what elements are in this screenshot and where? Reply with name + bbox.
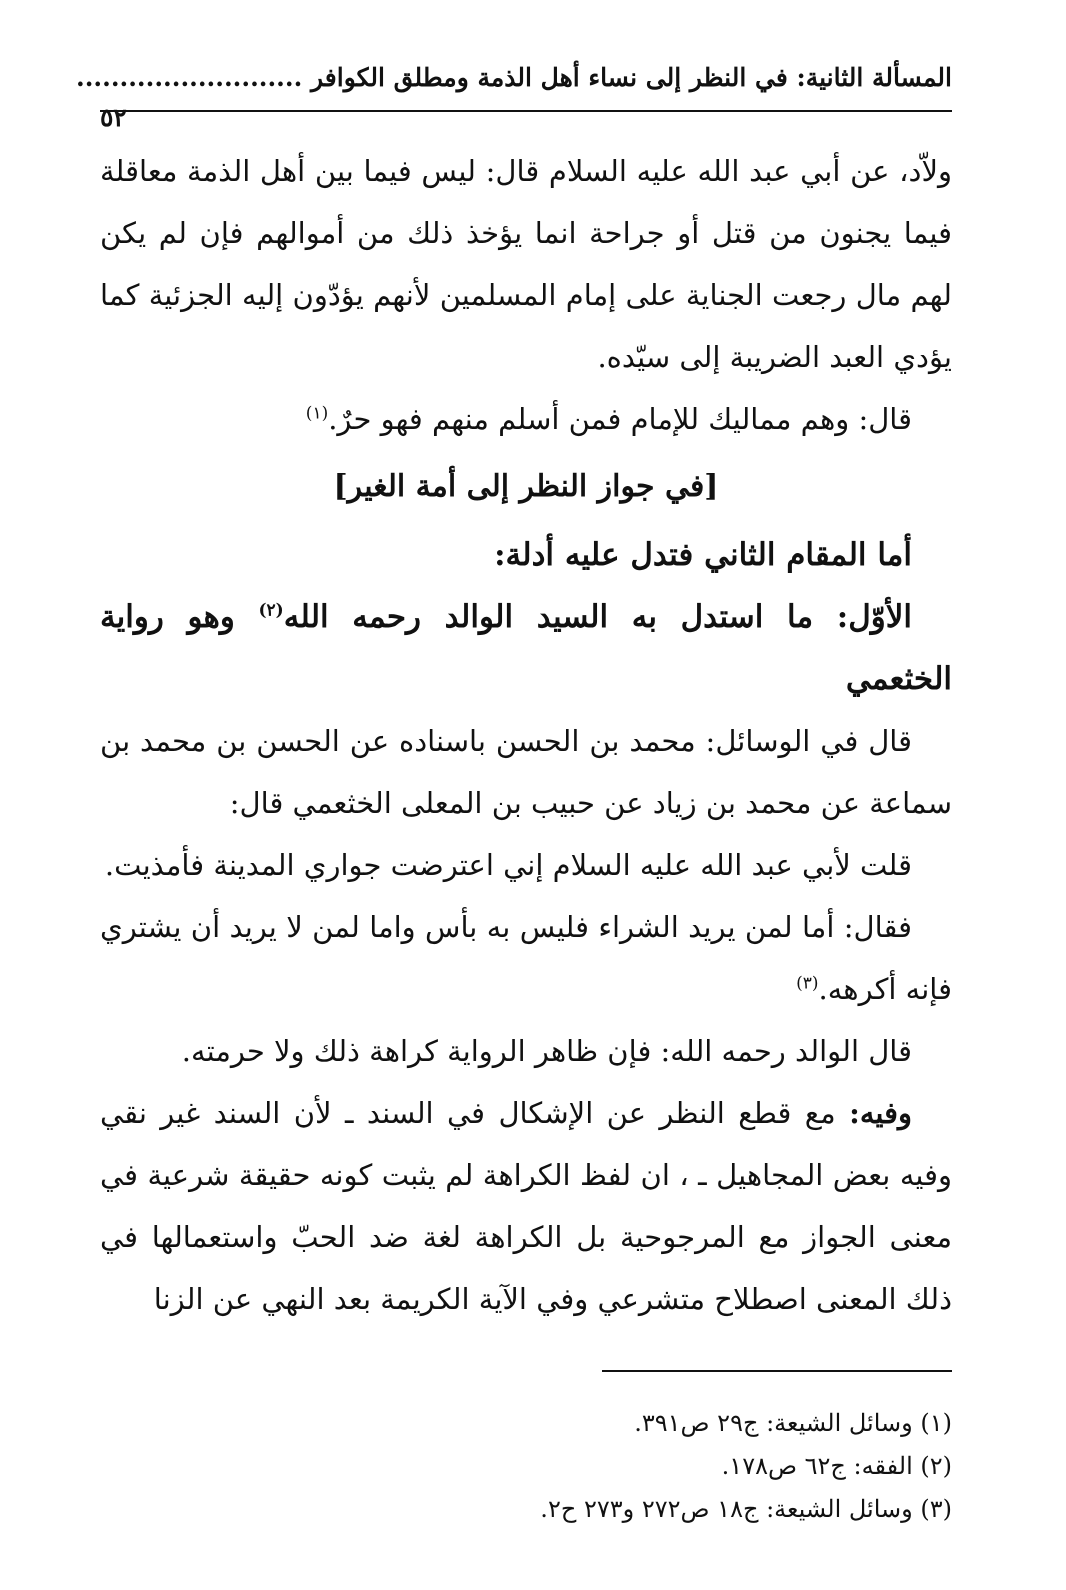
footnote-1: (١) وسائل الشيعة: ج٢٩ ص٣٩١. (634, 1409, 952, 1437)
heading-first-evidence-text: الأوّل: ما استدل به السيد الوالد رحمه الله (283, 599, 912, 635)
paragraph-4: قلت لأبي عبد الله عليه السلام إني اعترضت جواري المدينة فأمذيت. (104, 848, 912, 882)
heading-second-station: أما المقام الثاني فتدل عليه أدلة: (494, 537, 912, 573)
footnote-ref-3: (٣) (796, 973, 819, 994)
paragraph-7-text: مع قطع النظر عن الإشكال في السند ـ لأن السند غير نقي وفيه بعض المجاهيل ـ ، ان لفظ الكراهة لم يثبت كونه حقيقة شرعية في معنى الجواز مع المرجوحية بل الكراهة لغة ضد الحبّ واستعمالها في ذلك المعنى اصطلاح متشرعي وفي الآية الكريمة بعد النهي عن الزنا (100, 1096, 952, 1316)
footnote-divider (602, 1370, 952, 1372)
book-page (76, 40, 952, 1560)
page-number: ٥٢ (100, 103, 127, 132)
heading-first-evidence-tail: وهو رواية الخثعمي (100, 599, 952, 697)
footnote-2: (٢) الفقه: ج٦٢ ص١٧٨. (721, 1452, 952, 1480)
footnotes (100, 1402, 952, 1531)
paragraph-6: قال الوالد رحمه الله: فإن ظاهر الرواية كراهة ذلك ولا حرمته. (181, 1034, 912, 1068)
footnote-ref-2: (٢) (258, 600, 284, 621)
running-header-title: المسألة الثانية: في النظر إلى نساء أهل الذمة ومطلق الكوافر .......................... (76, 63, 952, 92)
paragraph-2-text: قال: وهم مماليك للإمام فمن أسلم منهم فهو حرٌ. (328, 402, 912, 436)
footnote-3: (٣) وسائل الشيعة: ج١٨ ص٢٧٢ و٢٧٣ ح٢. (540, 1495, 952, 1523)
heading-first-evidence (100, 586, 952, 710)
section-heading: [في جواز النظر إلى أمة الغير] (333, 469, 719, 504)
paragraph-7-label: وفيه: (849, 1096, 912, 1130)
paragraph-5 (100, 896, 952, 1020)
paragraph-3: قال في الوسائل: محمد بن الحسن باسناده عن الحسن بن محمد بن سماعة عن محمد بن زياد عن حبيب بن المعلى الخثعمي قال: (100, 724, 952, 820)
main-text (100, 140, 952, 1330)
paragraph-1: ولاّد، عن أبي عبد الله عليه السلام قال: ليس فيما بين أهل الذمة معاقلة فيما يجنون من قتل أو جراحة انما يؤخذ ذلك من أموالهم فإن لم يكن لهم مال رجعت الجناية على إمام المسلمين لأنهم يؤدّون إليه الجزئية كما يؤدي العبد الضريبة إلى سيّده. (100, 154, 952, 374)
header-divider (100, 110, 952, 112)
paragraph-7 (100, 1082, 952, 1330)
paragraph-2 (100, 388, 952, 450)
footnote-ref-1: (١) (305, 403, 329, 424)
running-header (76, 58, 952, 132)
paragraph-5-text: فقال: أما لمن يريد الشراء فليس به بأس واما لمن لا يريد أن يشتري فإنه أكرهه. (100, 910, 952, 1006)
